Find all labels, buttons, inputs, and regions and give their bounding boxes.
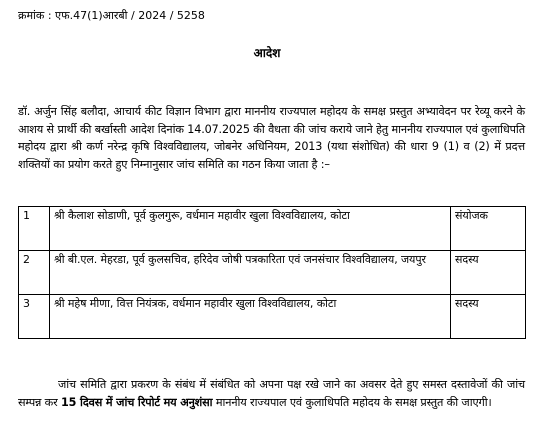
member-details: श्री महेष मीणा, वित्त नियंत्रक, वर्धमान महावीर खुला विश्वविद्यालय, कोटा (50, 295, 451, 339)
serial-number: 3 (19, 295, 50, 339)
table-row (19, 251, 526, 295)
order-heading: आदेश (253, 46, 281, 60)
closing-text-end: माननीय राज्यपाल एवं कुलाधिपति महोदय के समक्ष प्रस्तुत की जाएगी। (212, 395, 492, 409)
closing-text-emphasis: 15 दिवस में जांच रिपोर्ट मय अनुशंसा (60, 395, 213, 409)
member-details: श्री कैलाश सोडाणी, पूर्व कुलगुरू, वर्धमान महावीर खुला विश्वविद्यालय, कोटा (50, 207, 451, 251)
serial-number: 1 (19, 207, 50, 251)
closing-paragraph (18, 376, 525, 411)
committee-table (18, 206, 526, 339)
serial-number: 2 (19, 251, 50, 295)
reference-number: क्रमांक : एफ.47(1)आरबी / 2024 / 5258 (18, 9, 205, 22)
member-role: सदस्य (451, 295, 526, 339)
member-role: सदस्य (451, 251, 526, 295)
member-details: श्री बी.एल. मेहरडा, पूर्व कुलसचिव, हरिदेव जोषी पत्रकारिता एवं जनसंचार विश्वविद्यालय, जयपुर (50, 251, 451, 295)
member-role: संयोजक (451, 207, 526, 251)
intro-paragraph: डॉ. अर्जुन सिंह बलौदा, आचार्य कीट विज्ञान विभाग द्वारा माननीय राज्यपाल महोदय के समक्ष प्रस्तुत अभ्यावेदन पर रेव्यू करने के आशय से प्रार्थी की बर्खास्ती आदेश दिनांक 14.07.2025 की वैधता की जांच कराये जाने हेतु माननीय राज्यपाल एवं कुलाधिपति महोदय द्वारा श्री कर्ण नरेन्द्र कृषि विश्वविद्यालय, जोबनेर अधिनियम, 2013 (यथा संशोधित) की धारा 9 (1) व (2) में प्रदत्त शक्तियों का प्रयोग करते हुए निम्नानुसार जांच समिति का गठन किया जाता है :– (18, 105, 525, 171)
table-row (19, 207, 526, 251)
closing-text-start: जांच समिति द्वारा प्रकरण के संबंध में संबंधित को अपना पक्ष रखे जाने का अवसर देते हुए समस्त दस्तावेजों की जांच सम्पन्न कर (18, 378, 525, 409)
table-row (19, 295, 526, 339)
